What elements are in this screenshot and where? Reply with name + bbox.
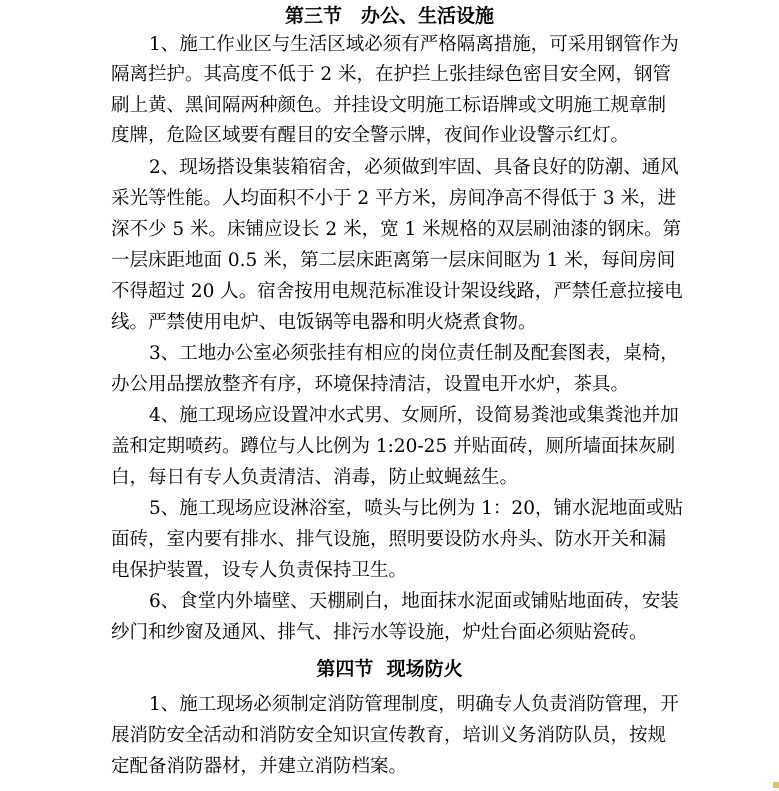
paragraph-5-line-1: 5、施工现场应设淋浴室，喷头与比例为 1：20，铺水泥地面或贴 (149, 498, 683, 519)
paragraph-1-line-4: 度牌，危险区域要有醒目的安全警示牌，夜间作业设警示红灯。 (111, 125, 630, 146)
paragraph-6-line-1: 6、食堂内外墙壁、天棚刷白，地面抹水泥面或铺贴地面砖，安装 (149, 591, 679, 612)
paragraph-1-line-2: 隔离拦护。其高度不低于 2 米，在护拦上张挂绿色密目安全网，钢管 (111, 64, 672, 85)
paragraph-2-line-6: 线。严禁使用电炉、电饭锅等电器和明火烧煮食物。 (111, 312, 537, 333)
paragraph-4-line-1: 4、施工现场应设置冲水式男、女厕所，设简易粪池或集粪池并加 (149, 405, 679, 426)
paragraph-5-line-3: 电保护装置，设专人负责保持卫生。 (111, 560, 408, 581)
paragraph-2-line-2: 采光等性能。人均面积不小于 2 平方米，房间净高不得低于 3 米，进 (111, 188, 677, 209)
section-heading-3: 第三节 办公、生活设施 (284, 5, 494, 27)
paragraph-1-line-1: 1、施工作业区与生活区域必须有严格隔离措施，可采用钢管作为 (149, 34, 679, 55)
corner-mark (773, 782, 779, 788)
paragraph-4-line-3: 白，每日有专人负责清洁、消毒，防止蚊蝇兹生。 (111, 467, 519, 488)
paragraph-1-line-3: 刷上黄、黑间隔两种颜色。并挂设文明施工标语牌或文明施工规章制 (111, 95, 667, 116)
paragraph-5-line-2: 面砖，室内要有排水、排气设施，照明要设防水舟头、防水开关和漏 (111, 529, 667, 550)
paragraph-2-line-4: 一层床距地面 0.5 米，第二层床距离第一层床间眍为 1 米，每间房间 (111, 250, 676, 271)
paragraph-2-line-1: 2、现场搭设集装箱宿舍，必须做到牢固、具备良好的防潮、通风 (149, 157, 679, 178)
paragraph-2-line-5: 不得超过 20 人。宿舍按用电规范标准设计架设线路，严禁任意拉接电 (111, 281, 683, 302)
paragraph-4-line-2: 盖和定期喷药。蹲位与人比例为 1:20-25 并贴面砖，厕所墙面抹灰刷 (111, 436, 676, 457)
fire-paragraph-1-line-2: 展消防安全活动和消防安全知识宣传教育，培训义务消防队员，按规 (111, 725, 667, 746)
paragraph-6-line-2: 纱门和纱窗及通风、排气、排污水等设施，炉灶台面必须贴瓷砖。 (111, 622, 648, 643)
fire-paragraph-1-line-1: 1、施工现场必须制定消防管理制度，明确专人负责消防管理，开 (149, 694, 679, 715)
paragraph-3-line-2: 办公用品摆放整齐有序，环境保持清洁，设置电开水炉，茶具。 (111, 374, 630, 395)
paragraph-3-line-1: 3、工地办公室必须张挂有相应的岗位责任制及配套图表，桌椅， (149, 343, 679, 364)
paragraph-2-line-3: 深不少 5 米。床铺应设长 2 米，宽 1 米规格的双层刷油漆的钢床。第 (111, 219, 682, 240)
section-heading-4: 第四节 现场防火 (316, 658, 463, 680)
fire-paragraph-1-line-3: 定配备消防器材，并建立消防档案。 (111, 756, 408, 777)
